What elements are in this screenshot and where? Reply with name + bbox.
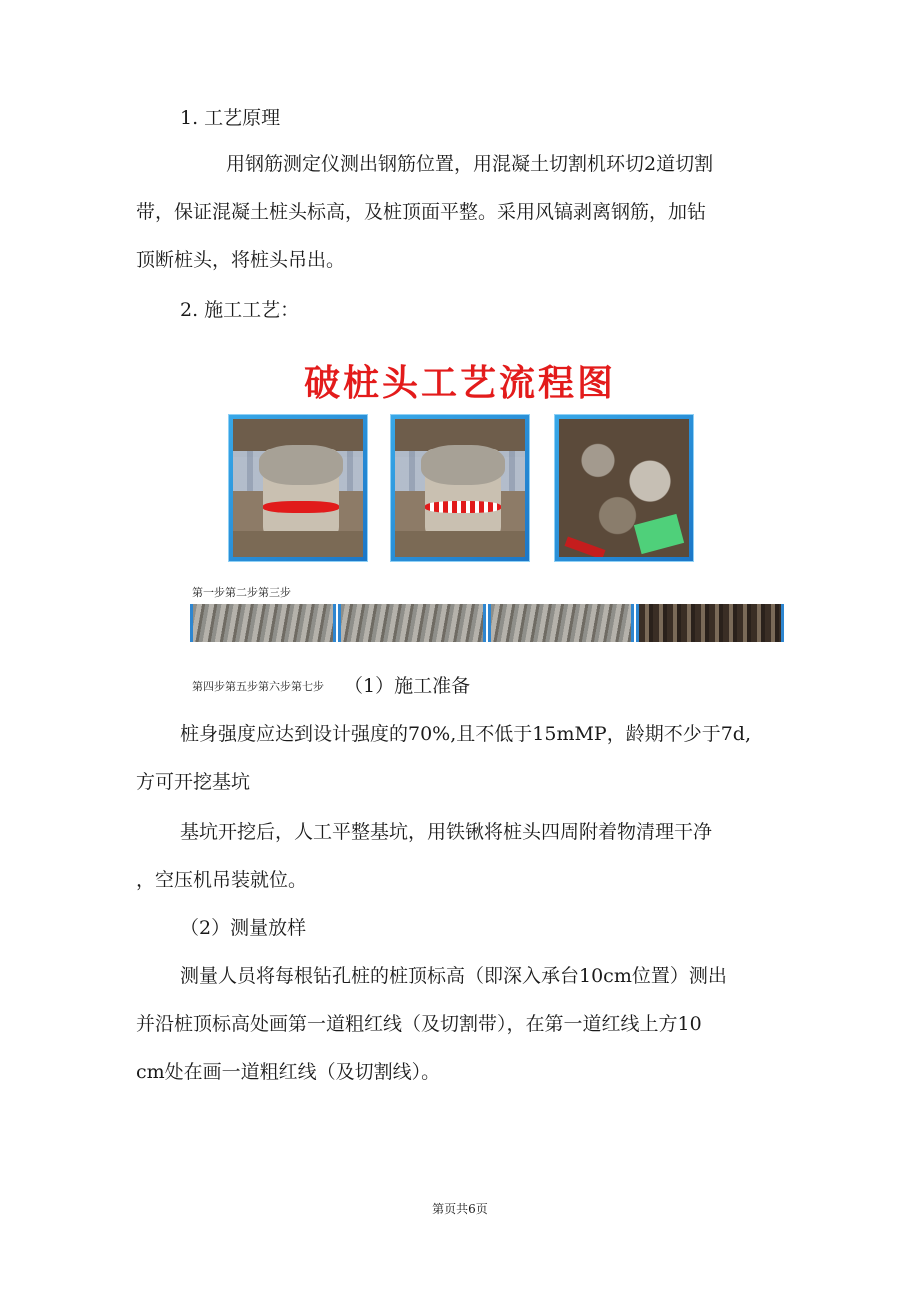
section2-heading: 2. 施工工艺： bbox=[180, 299, 300, 321]
flowchart-title: 破桩头工艺流程图 bbox=[303, 363, 616, 404]
step-7-photo-strip bbox=[636, 604, 784, 642]
step-2-photo bbox=[390, 414, 530, 562]
sub1-heading: （1）施工准备 bbox=[344, 675, 471, 697]
section1-line-3: 顶断桩头，将桩头吊出。 bbox=[136, 249, 346, 271]
sub2-line-3: cm处在画一道粗红线（及切割线）。 bbox=[136, 1061, 441, 1083]
step-3-photo bbox=[554, 414, 694, 562]
step-5-photo-strip bbox=[338, 604, 486, 642]
sub1-line-1: 桩身强度应达到设计强度的70%,且不低于15mMP，龄期不少于7d, bbox=[180, 723, 751, 745]
steps-row1-caption: 第一步第二步第三步 bbox=[192, 586, 291, 599]
steps-row2-caption: 第四步第五步第六步第七步 bbox=[192, 680, 324, 693]
step-1-photo bbox=[228, 414, 368, 562]
sub1-line-2: 方可开挖基坑 bbox=[136, 771, 251, 793]
section1-heading: 1. 工艺原理 bbox=[180, 107, 281, 129]
sub1-line-3: 基坑开挖后，人工平整基坑，用铁锹将桩头四周附着物清理干净 bbox=[180, 821, 713, 843]
sub2-line-2: 并沿桩顶标高处画第一道粗红线（及切割带），在第一道红线上方10 bbox=[136, 1013, 702, 1035]
section1-line-2: 带，保证混凝土桩头标高，及桩顶面平整。采用风镐剥离钢筋，加钻 bbox=[136, 201, 707, 223]
step-4-photo-strip bbox=[190, 604, 336, 642]
section1-line-1: 用钢筋测定仪测出钢筋位置，用混凝土切割机环切2道切割 bbox=[226, 153, 714, 175]
page-footer: 第页共6页 bbox=[432, 1202, 488, 1216]
sub2-line-1: 测量人员将每根钻孔桩的桩顶标高（即深入承台10cm位置）测出 bbox=[180, 965, 727, 987]
sub2-heading: （2）测量放样 bbox=[180, 917, 307, 939]
sub1-line-4: ，空压机吊装就位。 bbox=[136, 869, 308, 891]
step-6-photo-strip bbox=[488, 604, 634, 642]
